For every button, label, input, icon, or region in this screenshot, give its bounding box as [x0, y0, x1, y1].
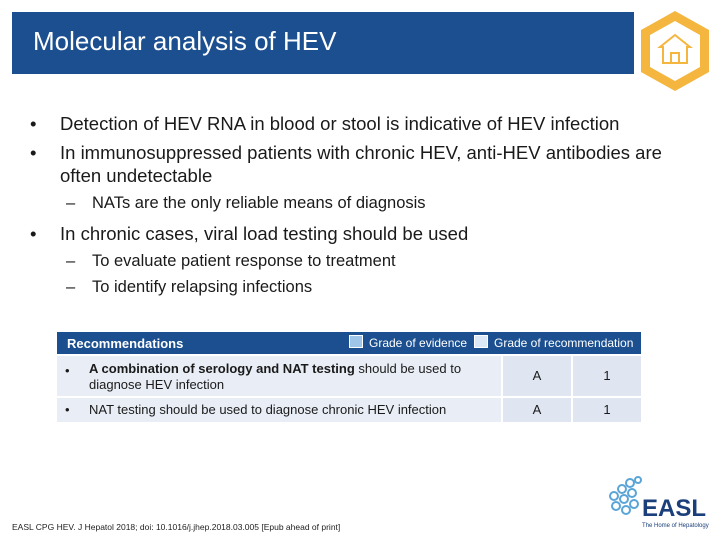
sub-bullet-item: [30, 193, 690, 214]
home-icon: [636, 8, 714, 94]
bullet-text: Detection of HEV RNA in blood or stool is indicative of HEV infection: [60, 113, 620, 134]
sub-bullet-text: To evaluate patient response to treatment: [92, 252, 396, 270]
easl-logo-graphic: [604, 474, 712, 530]
sub-bullet-marker: –: [66, 252, 76, 270]
table-row: [57, 354, 641, 396]
recommendations-header: [57, 332, 641, 354]
recommendations-title: Recommendations: [67, 336, 184, 351]
bullet-item: [30, 141, 690, 187]
row-bullet: •: [65, 363, 70, 378]
grade-cell: 1: [571, 356, 641, 396]
citation: EASL CPG HEV. J Hepatol 2018; doi: 10.1016/j.jhep.2018.03.005 [Epub ahead of print]: [12, 522, 341, 532]
sub-bullet-text: To identify relapsing infections: [92, 278, 313, 296]
row-text-rest: should be used to diagnose HEV infection: [89, 361, 462, 392]
row-bullet: •: [65, 402, 70, 417]
slide-header: [12, 12, 634, 74]
bullet-marker: •: [30, 142, 37, 163]
table-row: [57, 396, 641, 422]
row-text: NAT testing should be used to diagnose chronic HEV infection: [89, 402, 447, 417]
sub-bullet-text: NATs are the only reliable means of diagnosis: [92, 194, 426, 212]
home-button[interactable]: [636, 8, 714, 94]
bullet-marker: •: [30, 223, 37, 244]
slide-title: Molecular analysis of HEV: [33, 26, 337, 56]
sub-bullet-item: [30, 277, 690, 298]
legend-recommendation: [474, 335, 633, 350]
legend-swatch-evidence: [349, 335, 363, 348]
row-text-bold: A combination of serology and NAT testing: [89, 361, 355, 376]
logo-text: EASL: [642, 495, 707, 522]
bullet-text: In immunosuppressed patients with chronic HEV, anti-HEV antibodies are often undetectable: [60, 142, 662, 186]
row-text: [89, 361, 499, 393]
legend-evidence-label: Grade of evidence: [369, 336, 468, 350]
evidence-cell: A: [501, 356, 571, 396]
legend-recommendation-label: Grade of recommendation: [494, 336, 634, 350]
evidence-cell: A: [501, 398, 571, 422]
bullet-item: [30, 112, 690, 135]
bullet-text: In chronic cases, viral load testing should be used: [60, 223, 469, 244]
sub-bullet-marker: –: [66, 278, 76, 296]
bullet-item: [30, 222, 690, 245]
logo-tagline: The Home of Hepatology: [642, 523, 709, 529]
easl-logo: [604, 474, 712, 530]
sub-bullet-item: [30, 251, 690, 272]
bullet-list: [30, 112, 690, 303]
legend-swatch-recommendation: [474, 335, 488, 348]
grade-cell: 1: [571, 398, 641, 422]
legend-evidence: [349, 335, 467, 350]
bullet-marker: •: [30, 113, 37, 134]
sub-bullet-marker: –: [66, 194, 76, 212]
